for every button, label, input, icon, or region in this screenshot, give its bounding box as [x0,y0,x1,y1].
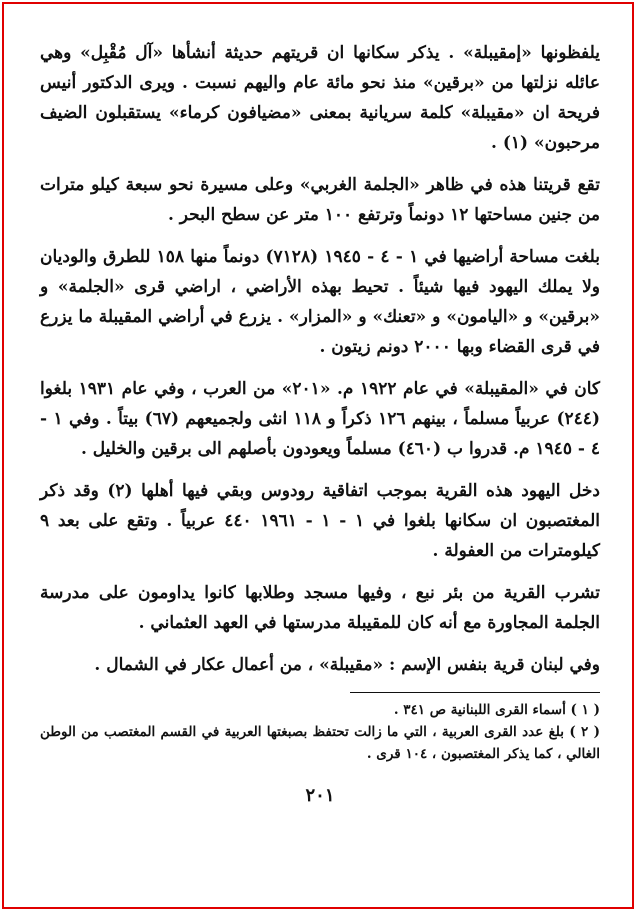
document-page [40,38,600,806]
footnote-divider [350,692,600,693]
paragraph-land-area: بلغت مساحة أراضيها في ١ - ٤ - ١٩٤٥ (٧١٢٨) دونماً منها ١٥٨ للطرق والوديان ولا يملك اليهود فيها شيئاً . تحيط بهذه الأراضي ، اراضي قرى «الجلمة» و «برقين» و «اليامون» و «تعنك» و «المزار» . يزرع في أراضي المقيبلة ما يزرع في قرى القضاء وبها ٢٠٠٠ دونم زيتون . [40,247,600,357]
paragraph-population: كان في «المقيبلة» في عام ١٩٢٢ م. «٢٠١» من العرب ، وفي عام ١٩٣١ بلغوا (٢٤٤) عربياً مسلماً ، بينهم ١٢٦ ذكراً و ١١٨ انثى ولجميعهم (٦٧) بيتاً . وفي ١ - ٤ - ١٩٤٥ م. قدروا ب (٤٦٠) مسلماً ويعودون بأصلهم الى برقين والخليل . [40,379,600,459]
paragraph-location: تقع قريتنا هذه في ظاهر «الجلمة الغربي» وعلى مسيرة نحو سبعة كيلو مترات من جنين مساحتها ١٢ دونماً وترتفع ١٠٠ متر عن سطح البحر . [40,175,600,225]
page-number: ٢٠١ [305,785,335,806]
paragraph-lebanon-village: وفي لبنان قرية بنفس الإسم : «مقيبلة» ، من أعمال عكار في الشمال . [94,655,600,675]
paragraph-occupation: دخل اليهود هذه القرية بموجب اتفاقية رودوس وبقي فيها أهلها (٢) وقد ذكر المغتصبون ان سكانها بلغوا في ١ - ١ - ١٩٦١ ٤٤٠ عربياً . وتقع على بعد ٩ كيلومترات من العفولة . [40,481,600,561]
footnote-2: ( ٢ ) بلغ عدد القرى العربية ، التي ما زالت تحتفظ بصبغتها العربية في القسم المغتصب من الوطن الغالي ، كما يذكر المغتصبون ، ١٠٤ قرى . [40,724,601,762]
paragraph-water-school: تشرب القرية من بئر نبع ، وفيها مسجد وطلابها كانوا يداومون على مدرسة الجلمة المجاورة مع أنه كان للمقيبلة مدرستها في العهد العثماني . [40,583,600,633]
footnote-1: ( ١ ) أسماء القرى اللبنانية ص ٣٤١ . [393,702,600,718]
paragraph-name-origin: يلفظونها «إمقيبلة» . يذكر سكانها ان قريتهم حديثة أنشأها «آل مُقْبِل» وهي عائله نزلتها من «برقين» منذ نحو مائة عام واليهم نسبت . ويرى الدكتور أنيس فريحة ان «مقيبلة» كلمة سريانية بمعنى «مضيافون كرماء» يستقبلون الضيف مرحبون» (١) . [40,43,600,153]
